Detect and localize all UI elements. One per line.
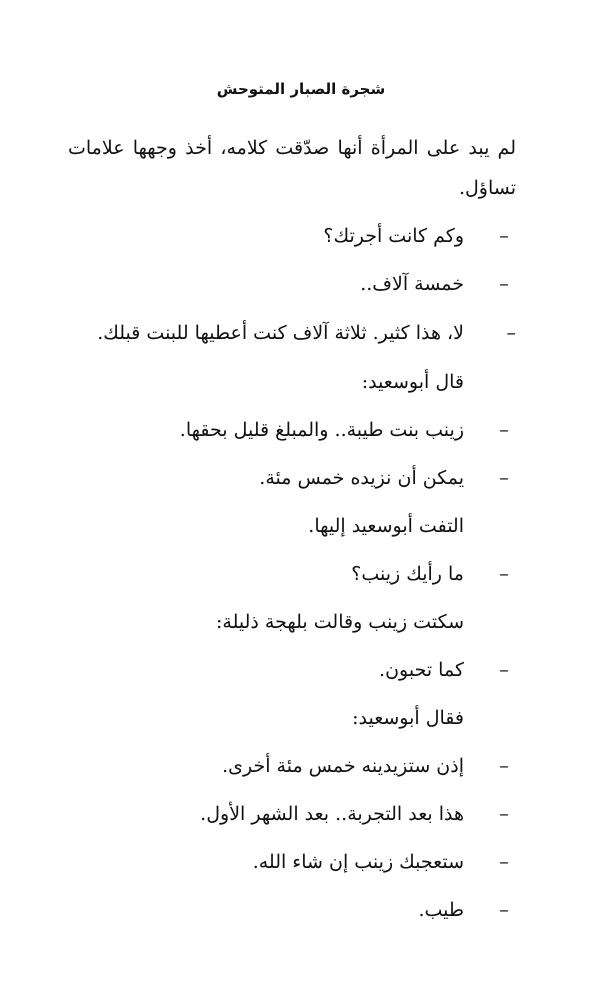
dialogue-text: إذن ستزيدينه خمس مئة أخرى. [222,755,464,777]
dialogue-dash: – [499,803,509,825]
dialogue-text: زينب بنت طيبة.. والمبلغ قليل بحقها. [179,419,464,441]
dialogue-text: يمكن أن نزيده خمس مئة. [259,467,464,489]
intro-paragraph: لم يبد على المرأة أنها صدّقت كلامه، أخذ وجهها علامات تساؤل. [68,137,516,199]
dialogue-line [68,650,516,690]
dialogue-text: كما تحبون. [379,659,464,681]
dialogue-dash: – [506,322,516,344]
narration-line: سكتت زينب وقالت بلهجة ذليلة: [216,611,464,633]
dialogue-text: لا، هذا كثير. ثلاثة آلاف كنت أعطيها للبنت قبلك. [97,322,464,344]
dialogue-dash: – [499,899,509,921]
page-title: شجرة الصبار المتوحش [216,80,386,98]
dialogue-line [68,410,516,450]
dialogue-line [68,746,516,786]
narration-line: التفت أبوسعيد إليها. [308,515,464,537]
dialogue-line [68,458,516,498]
dialogue-text: خمسة آلاف.. [360,273,464,295]
dialogue-line [68,842,516,882]
dialogue-text: وكم كانت أجرتك؟ [323,225,464,247]
dialogue-line [68,264,516,304]
narration-line: قال أبوسعيد: [361,371,464,393]
dialogue-dash: – [499,563,509,585]
dialogue-line [68,216,516,256]
dialogue-dash: – [499,659,509,681]
dialogue-dash: – [499,419,509,441]
dialogue-dash: – [499,225,509,247]
dialogue-text: هذا بعد التجربة.. بعد الشهر الأول. [200,803,464,825]
dialogue-dash: – [499,467,509,489]
dialogue-dash: – [499,273,509,295]
dialogue-line [68,554,516,594]
dialogue-line [68,890,516,930]
dialogue-dash: – [499,851,509,873]
dialogue-dash: – [499,755,509,777]
dialogue-line [68,312,516,354]
dialogue-text: ستعجبك زينب إن شاء الله. [252,851,464,873]
dialogue-text: طيب. [418,899,464,921]
page-body [68,128,516,938]
narration-line: فقال أبوسعيد: [352,707,464,729]
dialogue-text: ما رأيك زينب؟ [351,563,464,585]
dialogue-line [68,794,516,834]
